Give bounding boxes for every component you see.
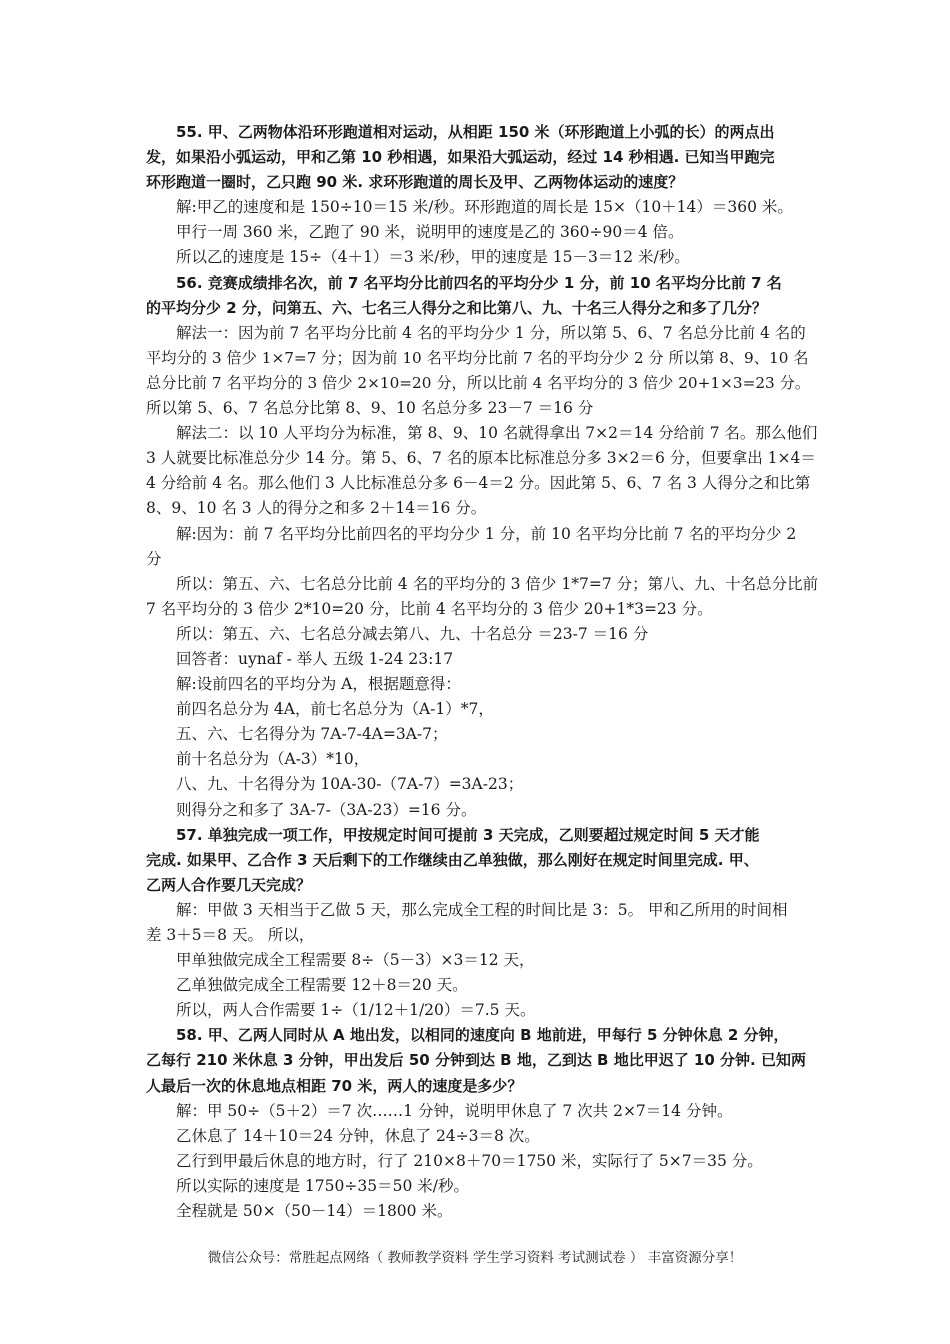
answer-line: 4 分给前 4 名。那么他们 3 人比标准总分多 6－4＝2 分。因此第 5、6、7 名 3 人得分之和比第 [146, 474, 811, 493]
question-line: 乙每行 210 米休息 3 分钟，甲出发后 50 分钟到达 B 地，乙到达 B 地比甲迟了 10 分钟. 已知两 [146, 1051, 806, 1070]
answer-line: 解：甲做 3 天相当于乙做 5 天，那么完成全工程的时间比是 3：5。 甲和乙所用的时间相 [176, 900, 788, 919]
question-line: 56. 竞赛成绩排名次，前 7 名平均分比前四名的平均分少 1 分，前 10 名平均分比前 7 名 [176, 273, 782, 292]
answer-line: 3 人就要比标准总分少 14 分。第 5、6、7 名的原本比标准总分多 3×2＝6 分，但要拿出 1×4＝ [146, 449, 816, 468]
answer-line: 甲行一周 360 米，乙跑了 90 米，说明甲的速度是乙的 360÷90＝4 倍。 [176, 223, 684, 242]
answer-line: 平均分的 3 倍少 1×7=7 分；因为前 10 名平均分比前 7 名的平均分少 2 分 所以第 8、9、10 名 [146, 348, 809, 367]
answer-line: 全程就是 50×（50－14）＝1800 米。 [176, 1202, 453, 1221]
question-line: 完成. 如果甲、乙合作 3 天后剩下的工作继续由乙单独做，那么刚好在规定时间里完成. 甲、 [146, 850, 759, 869]
document-body [146, 120, 819, 1224]
answer-line: 乙休息了 14＋10＝24 分钟，休息了 24÷3＝8 次。 [176, 1126, 540, 1145]
answer-line: 解:因为：前 7 名平均分比前四名的平均分少 1 分，前 10 名平均分比前 7 名的平均分少 2 [176, 524, 797, 543]
answer-line: 差 3＋5＝8 天。 所以， [146, 926, 315, 944]
answer-line: 所以，两人合作需要 1÷（1/12＋1/20）＝7.5 天。 [176, 1001, 536, 1020]
answer-line: 八、九、十名得分为 10A-30-（7A-7）=3A-23； [176, 775, 524, 794]
answer-line: 7 名平均分的 3 倍少 2*10=20 分，比前 4 名平均分的 3 倍少 20+1*3=23 分。 [146, 599, 713, 618]
answer-line: 解:设前四名的平均分为 A，根据题意得： [176, 675, 461, 694]
answer-line: 五、六、七名得分为 7A-7-4A=3A-7； [176, 725, 448, 744]
answer-line: 前十名总分为（A-3）*10， [176, 750, 370, 769]
answer-line: 所以实际的速度是 1750÷35＝50 米/秒。 [176, 1176, 469, 1195]
question-line: 乙两人合作要几天完成？ [146, 875, 312, 894]
answer-line: 解：甲 50÷（5＋2）＝7 次……1 分钟，说明甲休息了 7 次共 2×7＝14 分钟。 [176, 1101, 733, 1120]
answer-line: 则得分之和多了 3A-7-（3A-23）=16 分。 [176, 800, 477, 819]
question-line: 发，如果沿小弧运动，甲和乙第 10 秒相遇，如果沿大弧运动，经过 14 秒相遇. 已知当甲跑完 [146, 148, 775, 167]
answer-line: 解:甲乙的速度和是 150÷10＝15 米/秒。环形跑道的周长是 15×（10＋14）＝360 米。 [176, 198, 793, 217]
answer-line: 所以：第五、六、七名总分比前 4 名的平均分的 3 倍少 1*7=7 分；第八、九、十名总分比前 [176, 574, 819, 593]
answer-line: 所以：第五、六、七名总分减去第八、九、十名总分 ＝23-7 ＝16 分 [176, 624, 649, 643]
answer-line: 解法一：因为前 7 名平均分比前 4 名的平均分少 1 分，所以第 5、6、7 名总分比前 4 名的 [176, 323, 806, 342]
question-line: 57. 单独完成一项工作，甲按规定时间可提前 3 天完成，乙则要超过规定时间 5 天才能 [176, 825, 760, 844]
answer-line: 甲单独做完成全工程需要 8÷（5－3）×3＝12 天， [176, 951, 535, 970]
answer-line: 乙单独做完成全工程需要 12＋8＝20 天。 [176, 976, 468, 995]
answer-line: 前四名总分为 4A，前七名总分为（A-1）*7， [176, 700, 494, 719]
answer-line: 所以乙的速度是 15÷（4＋1）＝3 米/秒，甲的速度是 15－3＝12 米/秒。 [176, 248, 690, 267]
answer-line: 总分比前 7 名平均分的 3 倍少 2×10=20 分，所以比前 4 名平均分的 3 倍少 20+1×3=23 分。 [146, 373, 811, 392]
question-line: 环形跑道一圈时，乙只跑 90 米. 求环形跑道的周长及甲、乙两物体运动的速度？ [146, 173, 684, 192]
question-line: 人最后一次的休息地点相距 70 米，两人的速度是多少？ [146, 1076, 523, 1095]
answer-line: 8、9、10 名 3 人的得分之和多 2＋14＝16 分。 [146, 499, 487, 518]
question-line: 的平均分少 2 分，问第五、六、七名三人得分之和比第八、九、十名三人得分之和多了几分？ [146, 298, 767, 317]
answer-line: 解法二：以 10 人平均分为标准，第 8、9、10 名就得拿出 7×2＝14 分给前 7 名。那么他们 [176, 424, 818, 443]
answer-line: 所以第 5、6、7 名总分比第 8、9、10 名总分多 23－7 ＝16 分 [146, 399, 594, 418]
question-line: 58. 甲、乙两人同时从 A 地出发，以相同的速度向 B 地前进，甲每行 5 分钟休息 2 分钟， [176, 1026, 789, 1045]
answer-line: 分 [146, 549, 162, 568]
question-line: 55. 甲、乙两物体沿环形跑道相对运动，从相距 150 米（环形跑道上小弧的长）的两点出 [176, 123, 775, 141]
answer-line: 乙行到甲最后休息的地方时，行了 210×8＋70＝1750 米，实际行了 5×7＝35 分。 [176, 1151, 763, 1170]
answer-line: 回答者：uynaf - 举人 五级 1-24 23:17 [176, 649, 454, 668]
page-footer: 微信公众号：常胜起点网络（ 教师教学资料 学生学习资料 考试测试卷 ） 丰富资源分享！ [207, 1250, 743, 1266]
